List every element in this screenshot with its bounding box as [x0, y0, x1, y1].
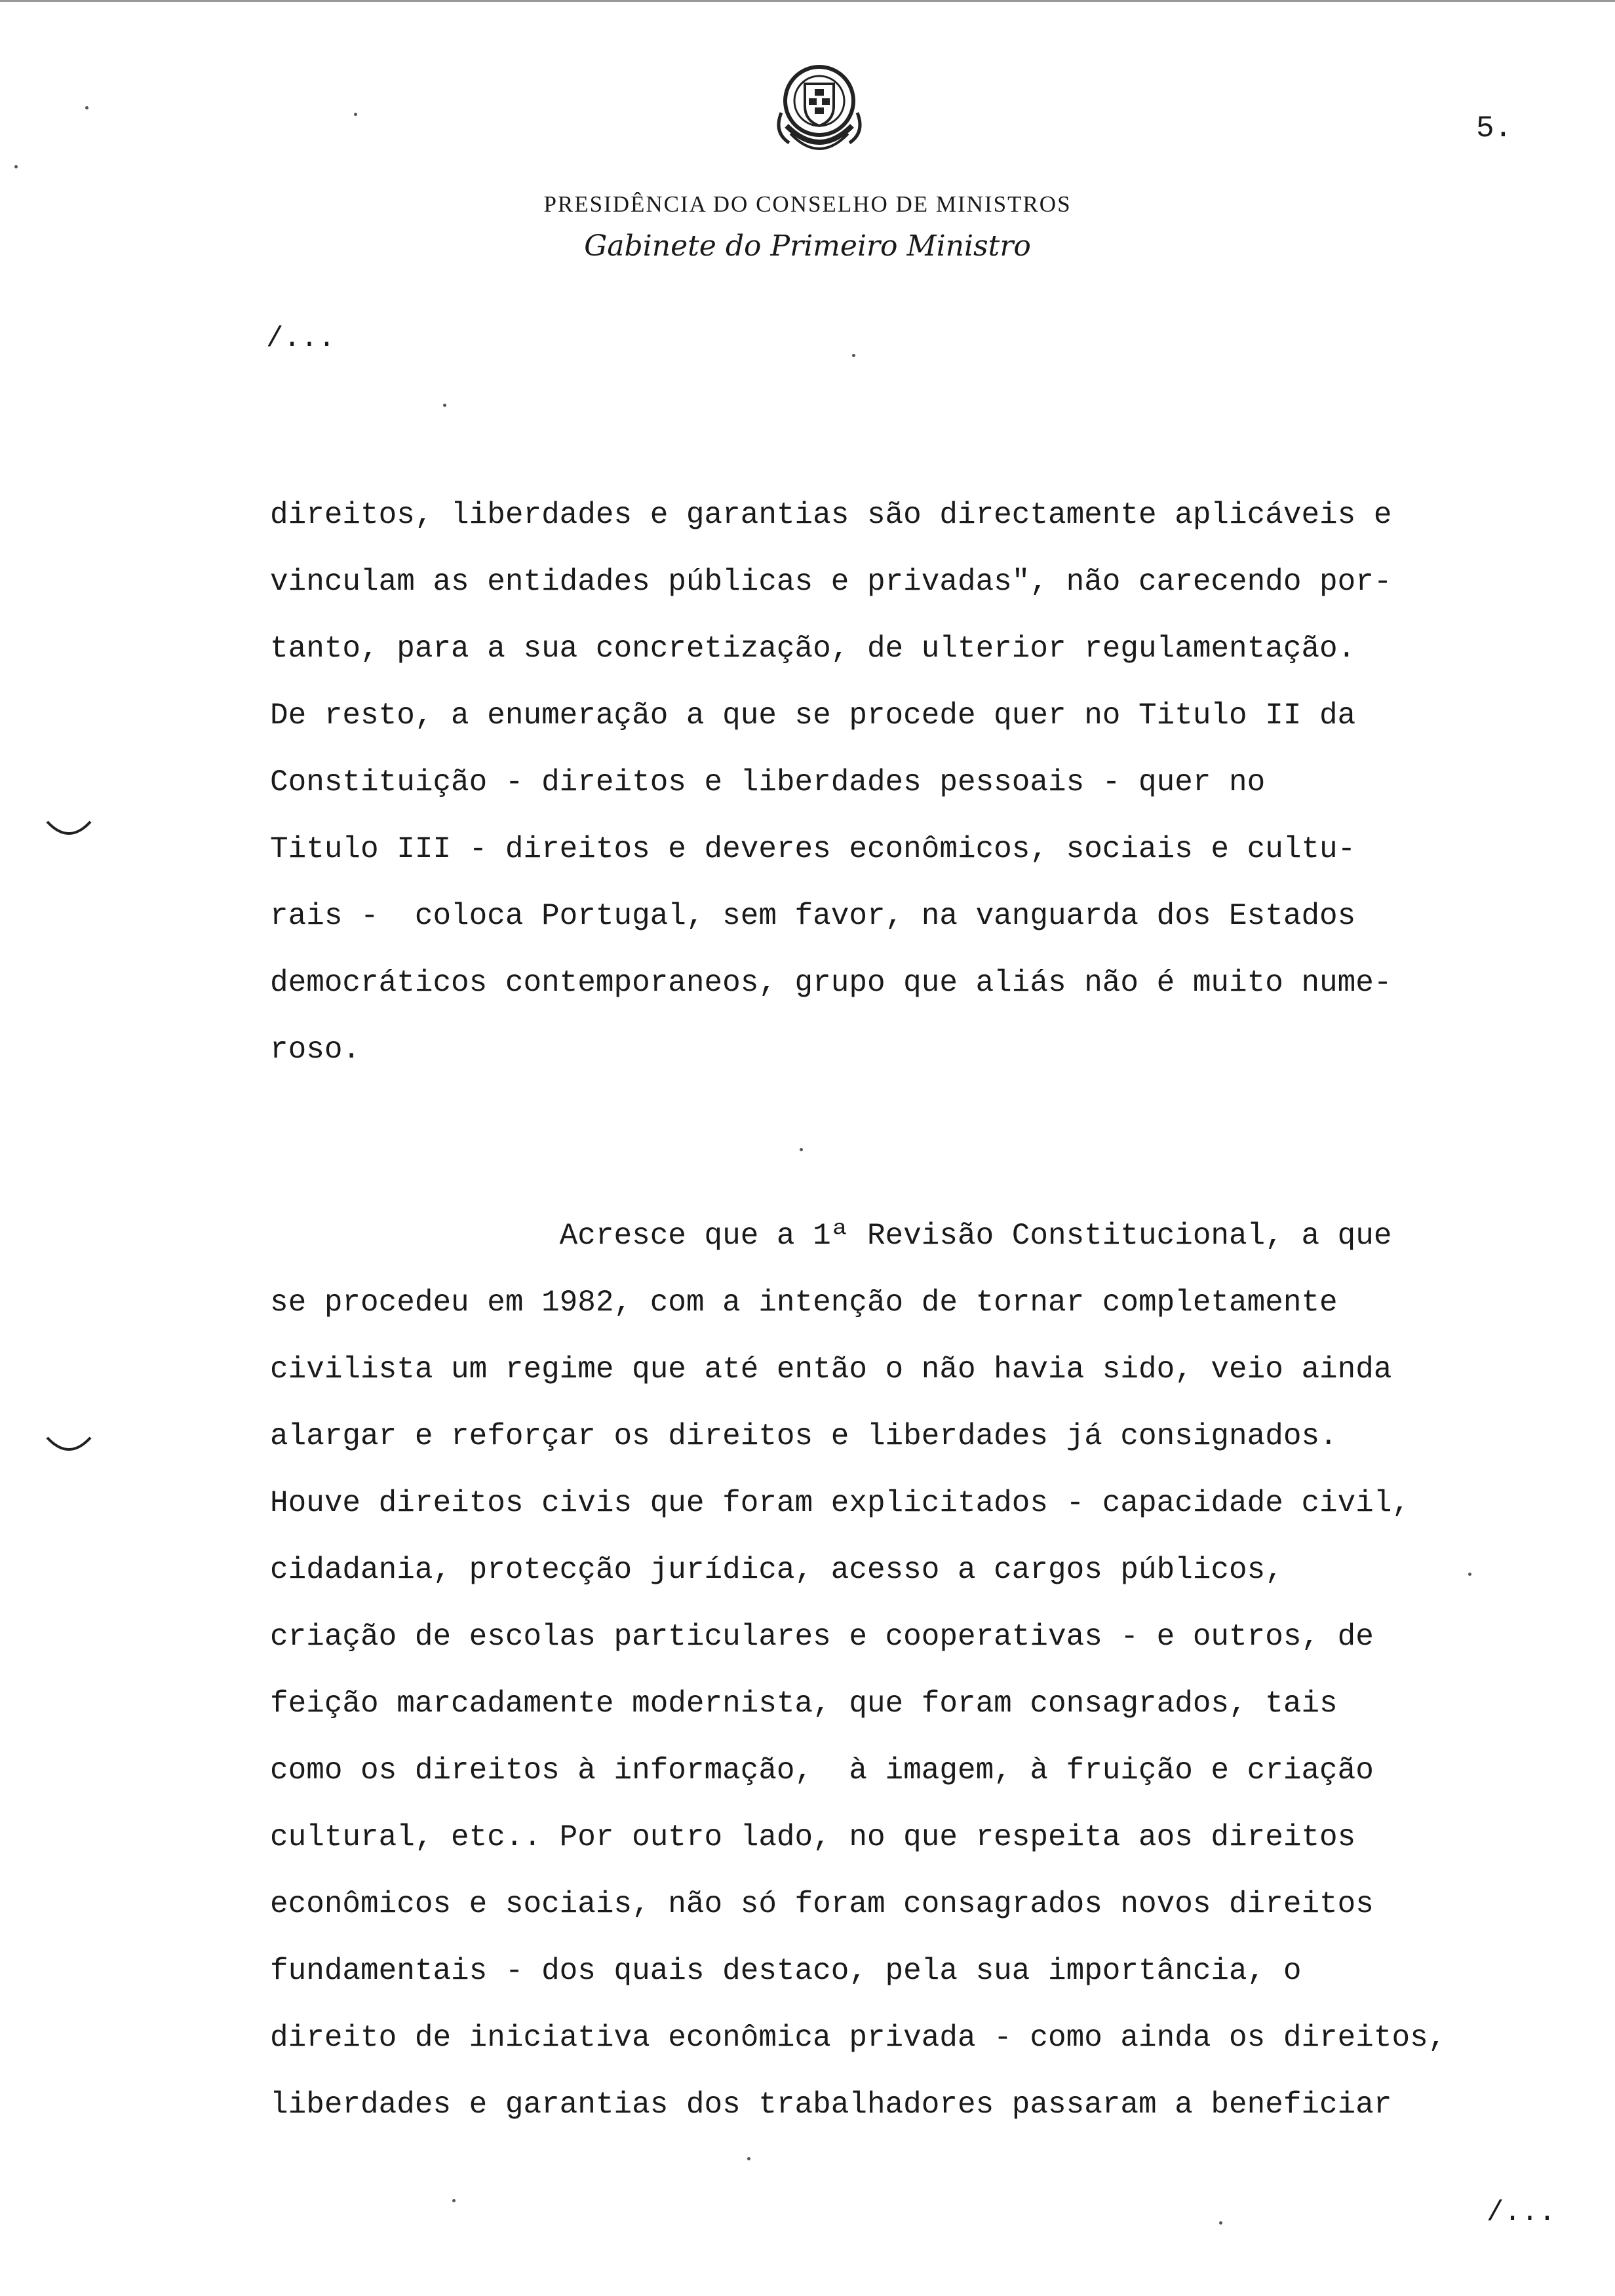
text-line: roso. [270, 1033, 361, 1067]
text-line: criação de escolas particulares e cooperativas - e outros, de [270, 1620, 1374, 1654]
text-line: tanto, para a sua concretização, de ulterior regulamentação. [270, 632, 1356, 666]
page-number: 5. [1476, 111, 1513, 145]
paragraph-1 [270, 498, 1391, 1100]
scan-edge-line [0, 0, 1615, 2]
scan-speck [452, 2199, 456, 2202]
text-line: liberdades e garantias dos trabalhadores passaram a beneficiar [270, 2088, 1392, 2122]
text-line: feição marcadamente modernista, que foram consagrados, tais [270, 1687, 1338, 1721]
scan-speck [1468, 1573, 1471, 1576]
scan-speck [852, 354, 855, 357]
text-line: como os direitos à informação, à imagem, à fruição e criação [270, 1753, 1374, 1788]
scan-speck [1219, 2221, 1222, 2225]
text-line: direito de iniciativa econômica privada - como ainda os direitos, [270, 2021, 1447, 2055]
text-line: Acresce que a 1ª Revisão Constitucional, a que [270, 1219, 1392, 1253]
office-subtitle: Gabinete do Primeiro Ministro [584, 229, 1031, 263]
continuation-mark-bottom: /... [1487, 2196, 1556, 2229]
scan-speck [354, 113, 357, 116]
hole-punch-mark [45, 1435, 93, 1455]
text-line: Constituição - direitos e liberdades pessoais - quer no [270, 765, 1266, 799]
text-line: rais - coloca Portugal, sem favor, na vanguarda dos Estados [270, 899, 1356, 933]
scan-speck [443, 404, 446, 407]
text-line: se procedeu em 1982, com a intenção de tornar completamente [270, 1286, 1338, 1320]
coat-of-arms-icon [767, 60, 872, 165]
text-line: alargar e reforçar os direitos e liberdades já consignados. [270, 1419, 1338, 1453]
scan-speck [747, 2157, 750, 2160]
text-line: cidadania, protecção jurídica, acesso a cargos públicos, [270, 1553, 1283, 1587]
text-line: Houve direitos civis que foram explicitados - capacidade civil, [270, 1486, 1411, 1520]
text-line: De resto, a enumeração a que se procede quer no Titulo II da [270, 698, 1356, 733]
continuation-mark-top: /... [266, 322, 336, 355]
text-line: vinculam as entidades públicas e privadas", não carecendo por- [270, 565, 1392, 599]
paragraph-2 [270, 1219, 1446, 2154]
text-line: fundamentais - dos quais destaco, pela sua importância, o [270, 1954, 1302, 1988]
text-line: democráticos contemporaneos, grupo que aliás não é muito nume- [270, 966, 1392, 1000]
scan-speck [800, 1148, 803, 1151]
organization-title: PRESIDÊNCIA DO CONSELHO DE MINISTROS [543, 191, 1072, 217]
text-line: econômicos e sociais, não só foram consagrados novos direitos [270, 1887, 1374, 1921]
text-line: cultural, etc.. Por outro lado, no que respeita aos direitos [270, 1820, 1356, 1854]
hole-punch-mark [45, 819, 93, 839]
text-line: direitos, liberdades e garantias são directamente aplicáveis e [270, 498, 1392, 532]
scan-speck [85, 106, 88, 109]
text-line: Titulo III - direitos e deveres econômicos, sociais e cultu- [270, 832, 1356, 866]
text-line: civilista um regime que até então o não havia sido, veio ainda [270, 1352, 1392, 1387]
scan-speck [14, 165, 18, 168]
